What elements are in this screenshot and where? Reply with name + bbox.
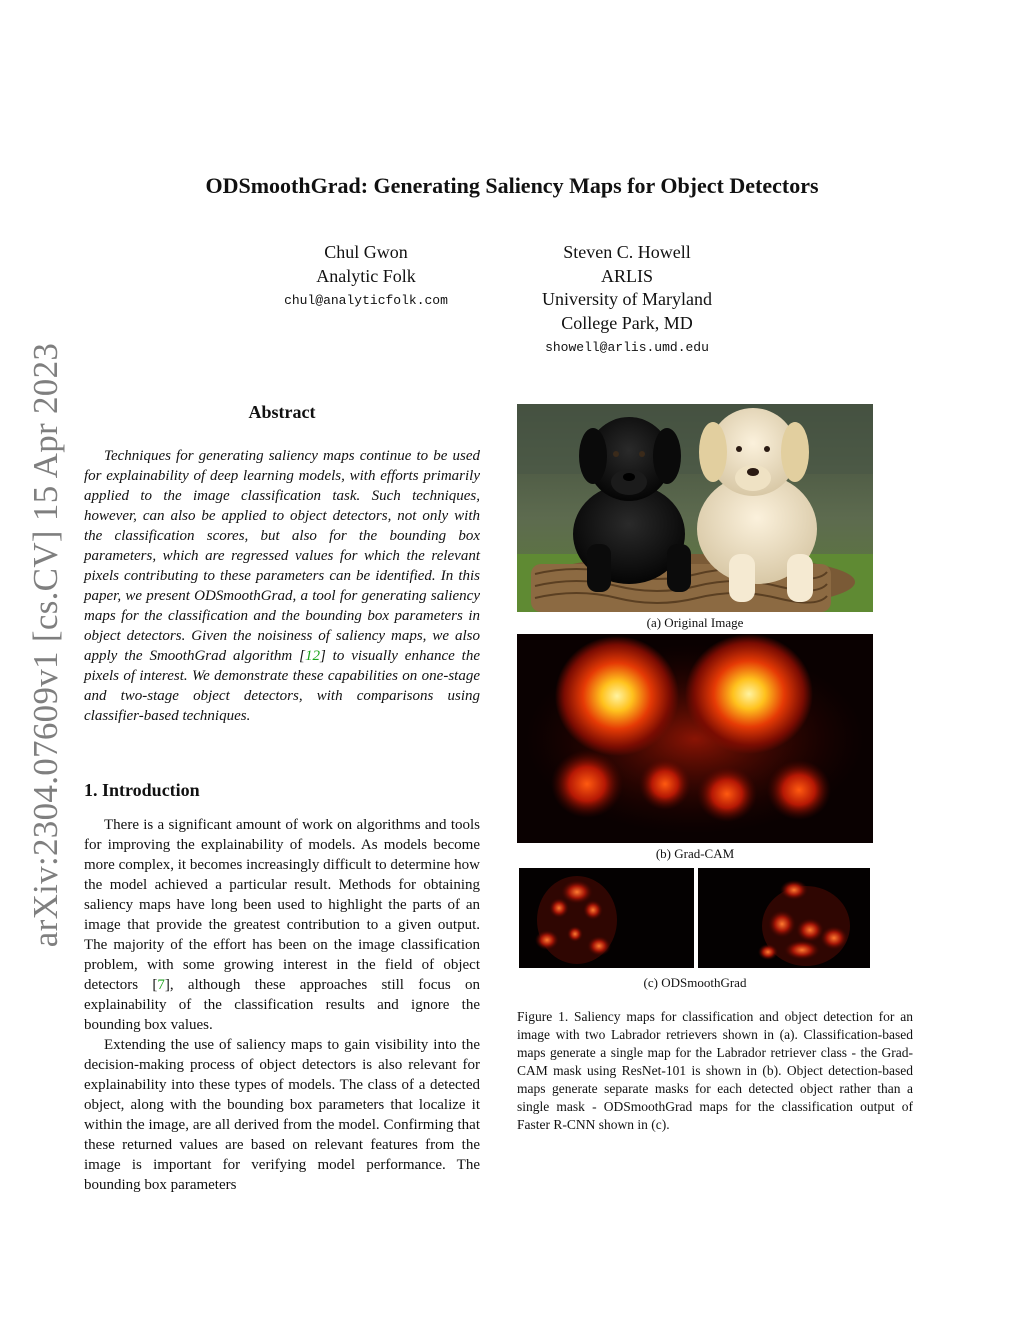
author-affiliation: Analytic Folk <box>316 265 416 286</box>
author-name: Steven C. Howell <box>563 242 691 262</box>
citation-link[interactable]: 12 <box>304 648 320 664</box>
author-email: chul@analyticfolk.com <box>284 293 448 308</box>
introduction-body <box>84 815 480 1195</box>
paper-title: ODSmoothGrad: Generating Saliency Maps for Object Detectors <box>205 173 819 198</box>
author-block-1 <box>266 241 466 311</box>
abstract-text-part: ] to visually enhance the pixels of interest. We demonstrate these capabilities on one-stage and two-stage object detectors, with comparisons using classifier-based techniques. <box>84 648 480 724</box>
subcaption-a: (a) Original Image <box>646 615 744 630</box>
paragraph-text: There is a significant amount of work on algorithms and tools for improving the explainability of models. As models become more complex, it becomes increasingly difficult to determine how the model achieved a particular result. Methods for obtaining saliency maps have long been used to highlight the parts of an image that provide the greatest contribution to a given output. The majority of the effort has been on the image classification problem, with some growing interest in the field of object detectors [ <box>84 817 480 993</box>
figure-odsmoothgrad-black-dog <box>519 868 694 968</box>
author-block-2 <box>517 241 737 358</box>
paragraph: Extending the use of saliency maps to gain visibility into the decision-making process of object detectors is also relevant for explainability into these types of models. The class of a detected object, along with the bounding box parameters that localize it within the image, are all derived from the model. Confirming that these returned values are based on relevant features from the image is important for verifying model performance. The bounding box parameters <box>84 1037 480 1193</box>
figure-grad-cam <box>517 634 873 843</box>
odsmoothgrad-map-2 <box>698 868 870 968</box>
grad-cam-heatmap <box>517 634 873 843</box>
figure-odsmoothgrad-yellow-dog <box>698 868 870 968</box>
paragraph-text: ], although these approaches still focus on explainability of the classification results and ignore the bounding box values. <box>84 977 480 1033</box>
section-heading-introduction: 1. Introduction <box>84 780 200 800</box>
abstract-text <box>84 446 480 726</box>
odsmoothgrad-map-1 <box>519 868 694 968</box>
paragraph <box>84 815 480 1035</box>
figure-caption: Figure 1. Saliency maps for classification and object detection for an image with two Labrador retrievers shown in (a). Classification-based maps generate a single map for the Labrador retriever class - the Grad-CAM mask using ResNet-101 is shown in (b). Object detection-based maps generate separate masks for each detected object rather than a single mask - ODSmoothGrad maps for the classification output of Faster R-CNN shown in (c). <box>517 1009 913 1132</box>
author-affiliation: College Park, MD <box>561 312 693 333</box>
subcaption-b: (b) Grad-CAM <box>655 846 735 861</box>
subcaption-c: (c) ODSmoothGrad <box>643 975 747 990</box>
arxiv-identifier-text: arXiv:2304.07609v1 [cs.CV] 15 Apr 2023 <box>26 342 65 948</box>
abstract-heading: Abstract <box>248 402 316 422</box>
author-email: showell@arlis.umd.edu <box>545 340 709 355</box>
author-affiliation: ARLIS <box>600 265 653 286</box>
author-affiliation: University of Maryland <box>542 289 712 309</box>
citation-link[interactable]: 7 <box>157 977 165 993</box>
figure-original-image <box>517 404 873 612</box>
puppies-photo <box>517 404 873 612</box>
arxiv-identifier <box>26 342 65 948</box>
author-name: Chul Gwon <box>324 242 408 262</box>
abstract-text-part: Techniques for generating saliency maps continue to be used for explainability of deep learning models, with efforts primarily applied to the image classification task. Such techniques, however, can also be applied to object detectors, not only with the classification scores, but also for the bounding box parameters, which are regressed values for which the relevant pixels contributing to these parameters can be identified. In this paper, we present ODSmoothGrad, a tool for generating saliency maps for the classification and the bounding box parameters in object detectors. Given the noisiness of saliency maps, we also apply the SmoothGrad algorithm [ <box>84 448 480 664</box>
